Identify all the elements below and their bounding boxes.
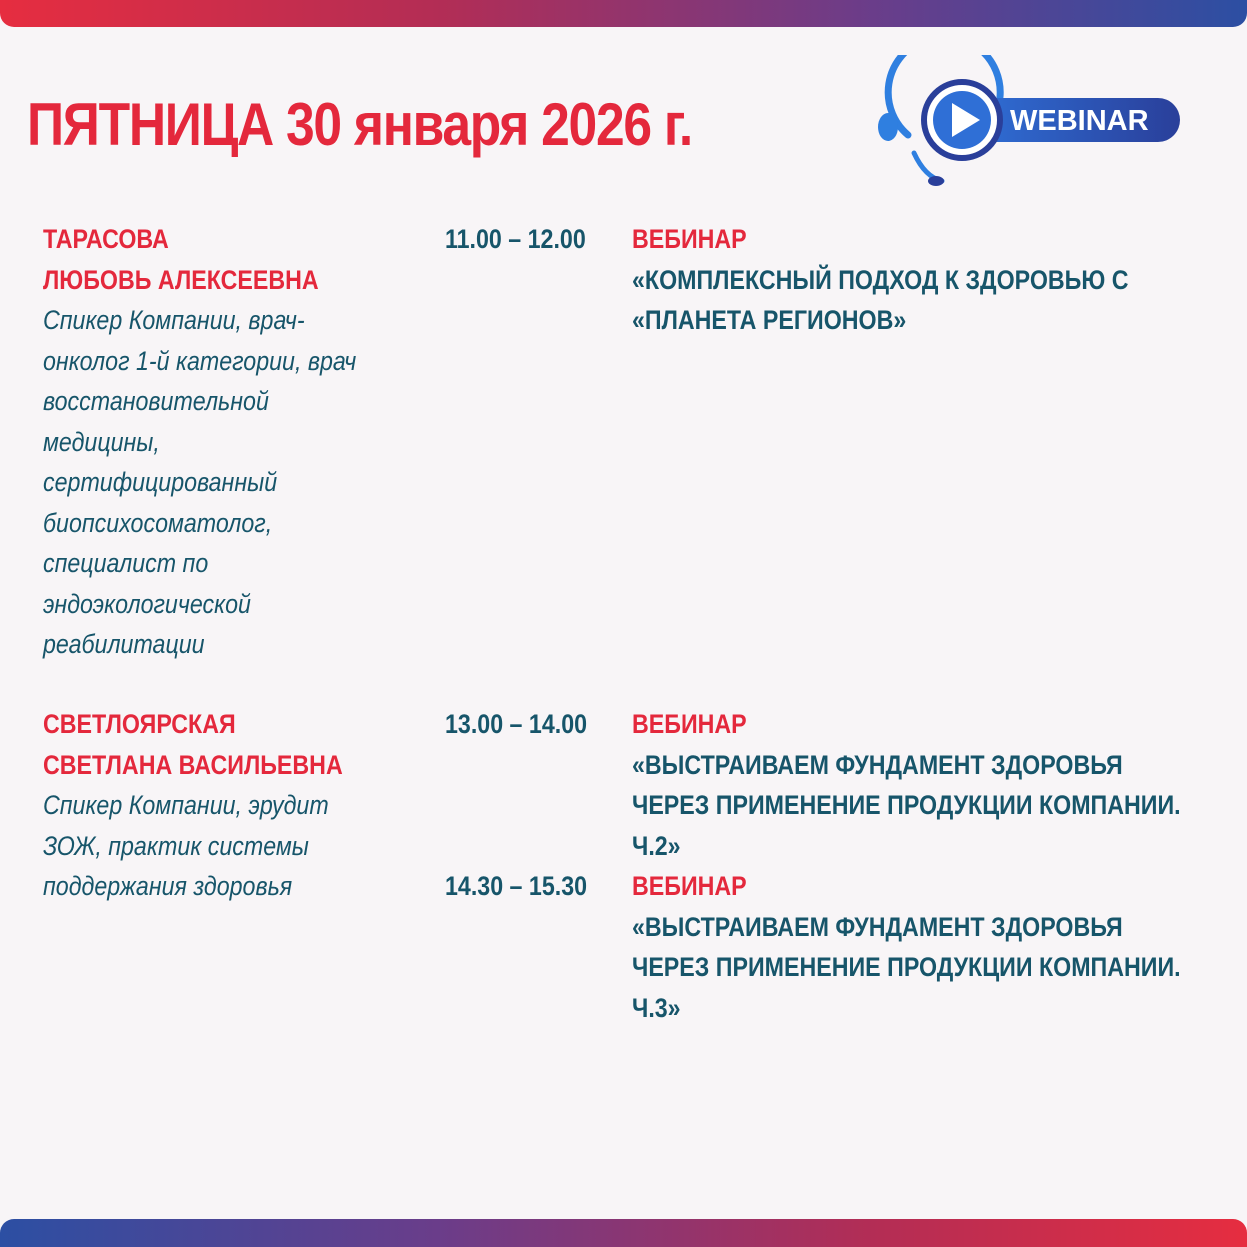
session-topic-3: ВЕБИНАР «ВЫСТРАИВАЕМ ФУНДАМЕНТ ЗДОРОВЬЯ ЧЕРЕЗ ПРИМЕНЕНИЕ ПРОДУКЦИИ КОМПАНИИ. Ч.3»	[632, 871, 1181, 1023]
speaker-name-2: СВЕТЛОЯРСКАЯ СВЕТЛАНА ВАСИЛЬЕВНА Спикер Компании, эрудит ЗОЖ, практик системы поддержания здоровья	[43, 704, 343, 907]
speaker-name-1: ТАРАСОВА ЛЮБОВЬ АЛЕКСЕЕВНА Спикер Компании, врач- онколог 1-й категории, врач восстановительной медицины, сертифицированный биопсихосоматолог, специалист по эндоэкологической реабилитации	[43, 219, 356, 665]
bottom-gradient-bar	[0, 1219, 1247, 1247]
page-title: ПЯТНИЦА 30 января 2026 г.	[27, 91, 692, 158]
speaker-description-2: Спикер Компании, эрудит ЗОЖ, практик системы поддержания здоровья	[43, 790, 329, 901]
top-gradient-bar	[0, 0, 1247, 27]
speaker-description-1: Спикер Компании, врач- онколог 1-й категории, врач восстановительной медицины, сертифицированный биопсихосоматолог, специалист по эндоэкологической реабилитации	[43, 305, 357, 659]
session-time-2: 13.00 – 14.00	[445, 709, 588, 739]
session-topic-2: ВЕБИНАР «ВЫСТРАИВАЕМ ФУНДАМЕНТ ЗДОРОВЬЯ ЧЕРЕЗ ПРИМЕНЕНИЕ ПРОДУКЦИИ КОМПАНИИ. Ч.2»	[632, 709, 1181, 861]
session-time-3: 14.30 – 15.30	[445, 871, 588, 901]
session-time-1: 11.00 – 12.00	[445, 224, 586, 254]
session-topic-1: ВЕБИНАР «КОМПЛЕКСНЫЙ ПОДХОД К ЗДОРОВЬЮ С «ПЛАНЕТА РЕГИОНОВ»	[632, 224, 1129, 335]
webinar-logo	[870, 55, 1190, 195]
logo-text: WEBINAR	[1010, 105, 1149, 137]
